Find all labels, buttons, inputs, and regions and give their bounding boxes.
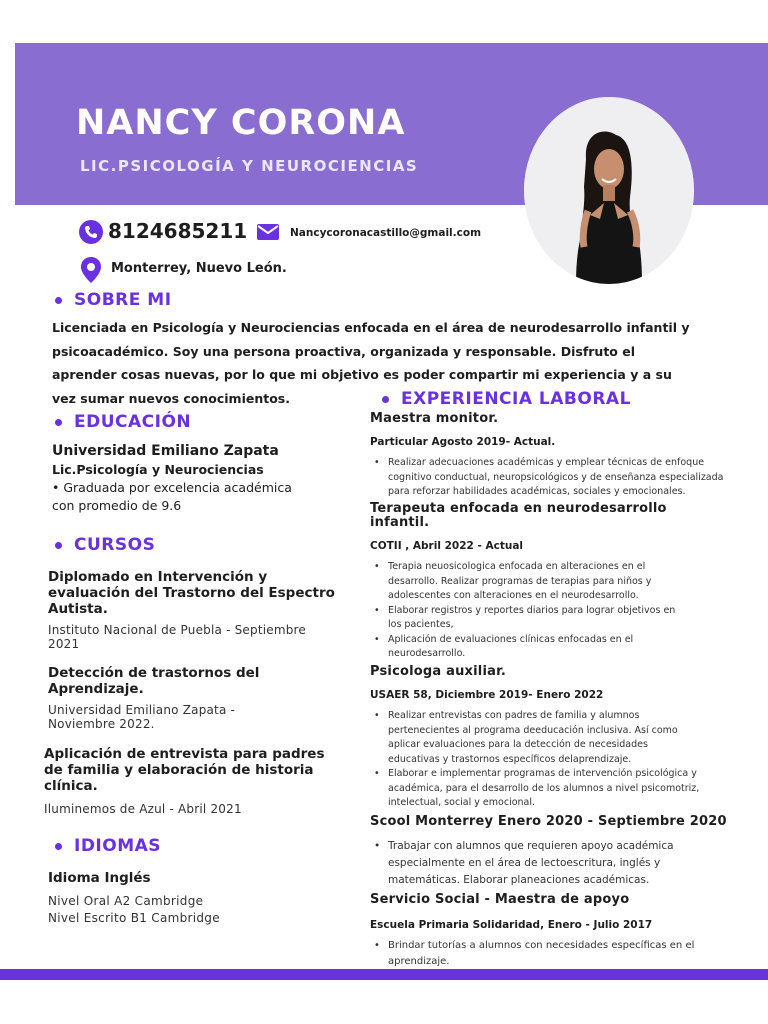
job-place: Particular Agosto 2019- Actual.	[370, 436, 556, 448]
school-name: Universidad Emiliano Zapata	[52, 443, 279, 459]
job-title: Servicio Social - Maestra de apoyo	[370, 892, 630, 907]
course-title: Aplicación de entrevista para padres de familia y elaboración de historia clínica.	[44, 746, 325, 794]
language-level: Nivel Escrito B1 Cambridge	[48, 911, 220, 925]
job-duties	[370, 560, 730, 662]
section-heading-education	[55, 412, 191, 432]
job-entry	[370, 502, 730, 662]
job-place: COTII , Abril 2022 - Actual	[370, 540, 524, 552]
job-title: Scool Monterrey Enero 2020 - Septiembre 2020	[370, 814, 727, 829]
section-title: SOBRE MI	[74, 290, 172, 310]
course-item	[48, 569, 338, 651]
bullet-dot	[55, 542, 62, 549]
course-source: Instituto Nacional de Puebla - Septiembre 2021	[48, 623, 307, 651]
section-heading-experience	[382, 389, 631, 409]
bullet-dot	[55, 843, 62, 850]
course-source: Iluminemos de Azul - Abril 2021	[44, 802, 242, 816]
email-address[interactable]: Nancycoronacastillo@gmail.com	[290, 227, 482, 239]
duty-item: • Realizar adecuaciones académicas y emplear técnicas de enfoque cognitivo conductual, neuropsicológicos y de enseñanza especializada para reforzar habilidades académicas, sociales y emocionales.	[370, 456, 730, 500]
job-entry	[370, 893, 730, 970]
course-item	[48, 665, 298, 731]
job-duties	[370, 456, 730, 500]
candidate-name: NANCY CORONA	[76, 103, 406, 143]
bullet-dot	[55, 297, 62, 304]
mail-icon	[256, 223, 280, 241]
section-heading-languages	[55, 836, 161, 856]
section-title: EDUCACIÓN	[74, 412, 192, 432]
job-place: Escuela Primaria Solidaridad, Enero - Julio 2017	[370, 919, 653, 931]
section-title: EXPERIENCIA LABORAL	[401, 389, 631, 409]
degree-name: Lic.Psicología y Neurociencias	[52, 462, 264, 477]
course-title: Diplomado en Intervención y evaluación del Trastorno del Espectro Autista.	[48, 569, 335, 617]
profile-photo	[524, 97, 694, 284]
section-title: IDIOMAS	[74, 836, 162, 856]
job-title: Psicologa auxiliar.	[370, 664, 506, 679]
course-source: Universidad Emiliano Zapata - Noviembre 2022.	[48, 703, 236, 731]
section-heading-courses	[55, 535, 155, 555]
footer-bar	[0, 969, 768, 980]
job-duties	[370, 838, 730, 889]
phone-number[interactable]: 8124685211	[108, 219, 248, 243]
duty-item: • Trabajar con alumnos que requieren apoyo académica especialmente en el área de lectoescritura, inglés y matemáticas. Elaborar planeaciones académicas.	[370, 838, 700, 889]
bullet-dot	[55, 419, 62, 426]
course-item	[44, 746, 329, 816]
duty-item: • Elaborar e implementar programas de intervención psicológica y académica, para el desarrollo de los alumnos a nivel psicomotriz, intelectual, social y emocional.	[370, 767, 700, 811]
language-title: Idioma Inglés	[48, 870, 151, 886]
education-block	[52, 443, 317, 515]
duty-item: • Elaborar registros y reportes diarios para lograr objetivos en los pacientes,	[370, 604, 680, 633]
job-title: Maestra monitor.	[370, 411, 499, 426]
duty-item: • Terapia neuosicologica enfocada en alteraciones en el desarrollo. Realizar programas de terapias para niños y adolescentes con alteraciones en el neurodesarrollo.	[370, 560, 660, 604]
job-place: USAER 58, Diciembre 2019- Enero 2022	[370, 689, 604, 701]
location-pin-icon	[80, 256, 102, 284]
course-title: Detección de trastornos del Aprendizaje.	[48, 665, 260, 697]
job-entry	[370, 412, 730, 500]
candidate-title: LIC.PSICOLOGÍA Y NEUROCIENCIAS	[80, 157, 419, 175]
phone-icon	[79, 220, 103, 244]
job-title: Terapeuta enfocada en neurodesarrollo infantil.	[370, 501, 667, 530]
language-level: Nivel Oral A2 Cambridge	[48, 894, 204, 908]
section-title: CURSOS	[74, 535, 156, 555]
job-entry	[370, 815, 730, 889]
section-heading-about	[55, 290, 172, 310]
job-duties	[370, 709, 730, 811]
job-duties	[370, 938, 730, 970]
graduation-note: • Graduada por excelencia académica con promedio de 9.6	[52, 480, 292, 513]
bullet-dot	[382, 396, 389, 403]
duty-item: • Brindar tutorías a alumnos con necesidades específicas en el aprendizaje.	[370, 938, 700, 970]
job-entry	[370, 665, 730, 811]
location-text: Monterrey, Nuevo León.	[111, 261, 287, 276]
duty-item: • Realizar entrevistas con padres de familia y alumnos pertenecientes al programa deeducación inclusiva. Así como aplicar evaluaciones para la detección de necesidades educativas y trastornos específicos delaprendizaje.	[370, 709, 688, 767]
about-text: Licenciada en Psicología y Neurociencias enfocada en el área de neurodesarrollo infantil y psicoacadémico. Soy una persona proactiva, organizada y responsable. Disfruto el aprender cosas nuevas, por lo que mi objetivo es poder compartir mi experiencia y a su vez sumar nuevos conocimientos.	[52, 320, 690, 406]
duty-item: • Aplicación de evaluaciones clínicas enfocadas en el neurodesarrollo.	[370, 633, 660, 662]
